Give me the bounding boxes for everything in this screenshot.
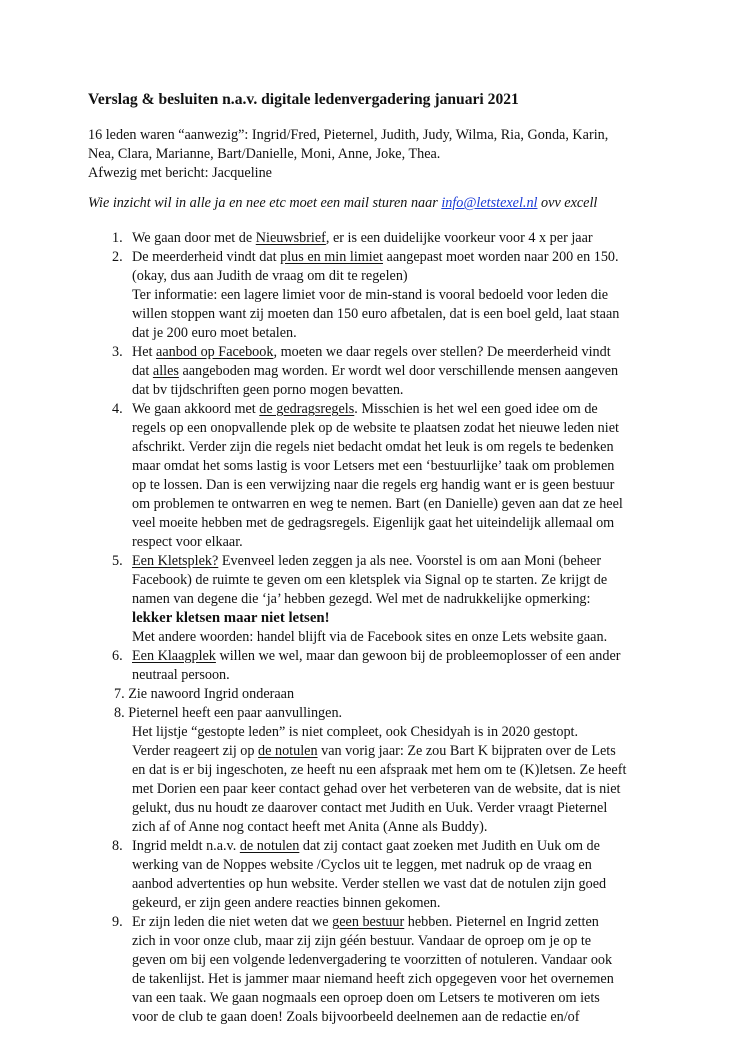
list-item-line: willen stoppen want zij moeten dan 150 euro afbetalen, dat is een boel geld, laat staan	[132, 306, 620, 322]
list-item-line: dat bv tijdschriften geen porno mogen bevatten.	[132, 382, 404, 398]
list-item-line: werking van de Noppes website /Cyclos uit te leggen, met nadruk op de vraag en	[132, 857, 592, 873]
list-item-line: geven om bij een volgende ledenvergadering te voorzitten of notuleren. Vandaar ook	[132, 952, 613, 968]
list-item-line: neutraal persoon.	[132, 667, 230, 683]
absent-line: Afwezig met bericht: Jacqueline	[88, 165, 272, 181]
document-title: Verslag & besluiten n.a.v. digitale ledenvergadering januari 2021	[88, 91, 519, 108]
list-item-line: maar omdat het soms lastig is voor Letsers met een ‘bestuurlijke’ taak om problemen	[132, 458, 615, 474]
list-item-line: Met andere woorden: handel blijft via de Facebook sites en onze Lets website gaan.	[132, 629, 608, 645]
list-item-line: gekeurd, er zijn geen andere reacties binnen gekomen.	[132, 895, 441, 911]
list-item-line: Het lijstje “gestopte leden” is niet compleet, ook Chesidyah is in 2020 gestopt.	[132, 724, 579, 740]
attendance-line: Nea, Clara, Marianne, Bart/Danielle, Moni, Anne, Joke, Thea.	[88, 146, 441, 162]
list-item-line: lekker kletsen maar niet letsen!	[132, 610, 330, 626]
list-item-line: om problemen te ontwarren en weg te nemen. Bart (en Danielle) geven aan dat ze heel	[132, 496, 623, 512]
list-item-line: respect voor elkaar.	[132, 534, 243, 550]
list-item-line: de takenlijst. Het is jammer maar niemand heeft zich opgegeven voor het overnemen	[132, 971, 614, 987]
list-item-line: op te lossen. Dan is een verwijzing naar die regels erg handig want er is geen bestuur	[132, 477, 615, 493]
list-item: 8. Pieternel heeft een paar aanvullingen.	[114, 705, 343, 721]
list-item-line: zich in voor onze club, maar zij zijn géén bestuur. Vandaar de oproep om je op te	[132, 933, 592, 949]
list-item-line: Verder reageert zij op de notulen van vorig jaar: Ze zou Bart K bijpraten over de Lets	[132, 743, 616, 759]
list-item-line: van een taak. We gaan nogmaals een oproep doen om Letsers te motiveren om iets	[132, 990, 600, 1006]
list-item-line: en dat is er bij ingeschoten, ze heeft nu een afspraak met hem om te (K)letsen. Ze heeft	[132, 762, 627, 778]
list-item-line: Ter informatie: een lagere limiet voor de min-stand is vooral bedoeld voor leden die	[132, 287, 609, 303]
list-item-line: Facebook) de ruimte te geven om een kletsplek via Signal op te starten. Ze krijgt de	[132, 572, 608, 588]
list-item: 6. Een Klaagplek willen we wel, maar dan gewoon bij de probleemoplosser of een ander	[112, 648, 621, 664]
list-item: 8. Ingrid meldt n.a.v. de notulen dat zij contact gaat zoeken met Judith en Uuk om de	[112, 838, 600, 854]
decision-list	[0, 229, 739, 1046]
list-item: 5. Een Kletsplek? Evenveel leden zeggen ja als nee. Voorstel is om aan Moni (beheer	[112, 553, 602, 569]
list-item: 4. We gaan akkoord met de gedragsregels. Misschien is het wel een goed idee om de	[112, 401, 598, 417]
list-item-line	[0, 1027, 739, 1046]
email-link[interactable]: info@letstexel.nl	[441, 195, 538, 211]
list-item: 1. We gaan door met de Nieuwsbrief, er is een duidelijke voorkeur voor 4 x per jaar	[112, 230, 593, 246]
list-item-line: dat je 200 euro moet betalen.	[132, 325, 297, 341]
list-item-line: regels op een onopvallende plek op de website te plaatsen zodat het nieuwe leden niet	[132, 420, 619, 436]
list-item-line: voor de club te gaan doen! Zoals bijvoorbeeld deelnemen aan de redactie en/of	[132, 1009, 580, 1025]
list-item-line: gelukt, dus nu houdt ze daarover contact met Judith en Uuk. Verder vraagt Pieternel	[132, 800, 608, 816]
list-item-line: veel moeite hebben met de gedragsregels. Eigenlijk gaat het uiteindelijk allemaal om	[132, 515, 615, 531]
instruction-note: Wie inzicht wil in alle ja en nee etc moet een mail sturen naar info@letstexel.nl ovv excell	[88, 195, 598, 211]
list-item: 2. De meerderheid vindt dat plus en min limiet aangepast moet worden naar 200 en 150.	[112, 249, 619, 265]
list-item-line: zich af of Anne nog contact heeft met Anita (Anne als Buddy).	[132, 819, 488, 835]
list-item-line: met Dorien een paar keer contact gehad over het verbeteren van de website, dat is niet	[132, 781, 621, 797]
list-item-line: afschrikt. Verder zijn die regels niet bedacht omdat het leuk is om regels te bedenken	[132, 439, 614, 455]
attendance-line: 16 leden waren “aanwezig”: Ingrid/Fred, Pieternel, Judith, Judy, Wilma, Ria, Gonda, Karin,	[88, 127, 609, 143]
list-item-line: dat alles aangeboden mag worden. Er wordt wel door verschillende mensen aangeven	[132, 363, 619, 379]
list-item: 7. Zie nawoord Ingrid onderaan	[114, 686, 295, 702]
list-item: 9. Er zijn leden die niet weten dat we geen bestuur hebben. Pieternel en Ingrid zetten	[112, 914, 599, 930]
attendance-block	[88, 126, 688, 183]
list-item: 3. Het aanbod op Facebook, moeten we daar regels over stellen? De meerderheid vindt	[112, 344, 611, 360]
list-item-line: namen van degene die ‘ja’ hebben gezegd. Wel met de nadrukkelijke opmerking:	[132, 591, 591, 607]
list-item-line: aanbod advertenties op hun website. Verder stellen we vast dat de notulen zijn goed	[132, 876, 607, 892]
list-item-line: (okay, dus aan Judith de vraag om dit te regelen)	[132, 268, 408, 284]
